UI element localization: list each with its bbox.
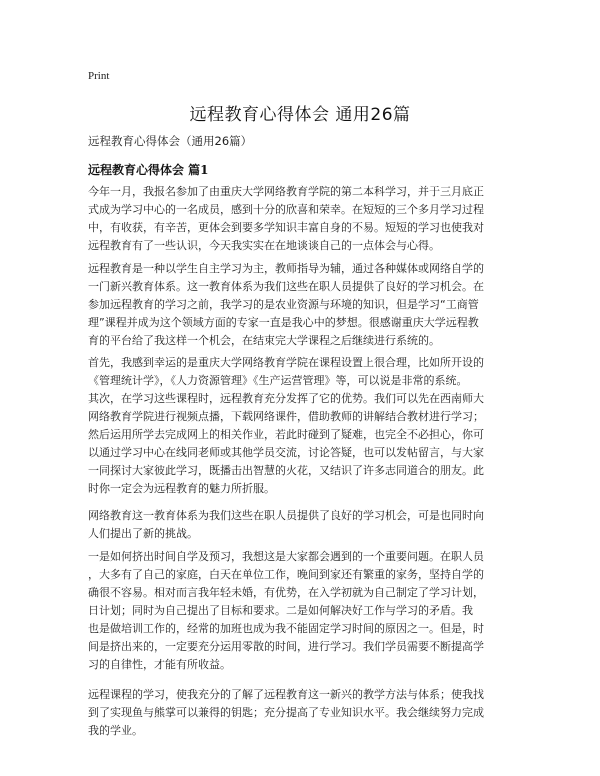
paragraph-line: 理”课程并成为这个领域方面的专家一直是我心中的梦想。很感谢重庆大学远程教 — [88, 316, 479, 329]
paragraph-line: 确很不容易。相对而言我年轻未婚，有优势，在入学初就为自己制定了学习计划， — [88, 586, 484, 599]
paragraph-3 — [88, 354, 512, 498]
paragraph-line: 其次，在学习这些课程时，远程教育充分发挥了它的优势。我们可以先在西南师大 — [88, 392, 484, 405]
paragraph-line: 间是挤出来的，一定要充分运用零散的时间，进行学习。我们学员需要不断提高学 — [88, 640, 484, 653]
paragraph-line: 式成为学习中心的一名成员，感到十分的欣喜和荣幸。在短短的三个多月学习过程 — [88, 203, 484, 216]
paragraph-line: 时你一定会为远程教育的魅力所折服。 — [88, 482, 275, 495]
paragraph-line: 远程教育是一种以学生自主学习为主，教师指导为辅，通过各种媒体或网络自学的 — [88, 262, 484, 275]
paragraph-line: 参加远程教育的学习之前，我学习的是农业资源与环境的知识，但是学习“工商管 — [88, 298, 479, 311]
paragraph-line: 以通过学习中心在线同老师或其他学员交流，讨论答疑，也可以发帖留言，与大家 — [88, 446, 484, 459]
paragraph-line: 《管理统计学》，《人力资源管理》《生产运营管理》等，可以说是非常的系统。 — [88, 374, 468, 387]
paragraph-line: 远程课程的学习，使我充分的了解了远程教育这一新兴的教学方法与体系；使我找 — [88, 688, 484, 701]
section-heading: 远程教育心得体会 篇1 — [88, 163, 209, 177]
paragraph-line: 人们提出了新的挑战。 — [88, 527, 198, 540]
document-title: 远程教育心得体会 通用26篇 — [189, 105, 411, 125]
paragraph-line: 一是如何挤出时间自学及预习，我想这是大家都会遇到的一个重要问题。在职人员 — [88, 550, 484, 563]
paragraph-6 — [88, 686, 512, 740]
document-subtitle: 远程教育心得体会（通用26篇） — [88, 134, 253, 148]
paragraph-line: 远程教育有了一些认识，今天我实实在在地谈谈自己的一点体会与心得。 — [88, 239, 440, 252]
paragraph-line: ，大多有了自己的家庭，白天在单位工作，晚间到家还有繁重的家务，坚持自学的 — [88, 568, 484, 581]
paragraph-1 — [88, 183, 512, 255]
paragraph-line: 到了实现鱼与熊掌可以兼得的钥匙；充分提高了专业知识水平。我会继续努力完成 — [88, 706, 484, 719]
paragraph-line: 网络教育学院进行视频点播，下载网络课件，借助教师的讲解结合教材进行学习； — [88, 410, 484, 423]
paragraph-line: 网络教育这一教育体系为我们这些在职人员提供了良好的学习机会，可是也同时向 — [88, 509, 484, 522]
paragraph-line: 日计划；同时为自己提出了目标和要求。二是如何解决好工作与学习的矛盾。我 — [88, 604, 473, 617]
paragraph-line: 首先，我感到幸运的是重庆大学网络教育学院在课程设置上很合理，比如所开设的 — [88, 356, 484, 369]
paragraph-4 — [88, 507, 512, 543]
paragraph-line: 我的学业。 — [88, 724, 143, 737]
paragraph-line: 习的自律性，才能有所收益。 — [88, 658, 231, 671]
paragraph-line: 也是做培训工作的，经常的加班也成为我不能固定学习时间的原因之一。但是，时 — [88, 622, 484, 635]
paragraph-line: 育的平台给了我这样一个机会，在结束完大学课程之后继续进行系统的。 — [88, 334, 440, 347]
print-label: Print — [88, 70, 110, 82]
paragraph-5 — [88, 548, 512, 674]
paragraph-line: 今年一月，我报名参加了由重庆大学网络教育学院的第二本科学习，并于三月底正 — [88, 185, 484, 198]
paragraph-line: 一门新兴教育体系。这一教育体系为我们这些在职人员提供了良好的学习机会。在 — [88, 280, 484, 293]
paragraph-2 — [88, 260, 512, 350]
paragraph-line: 一同探讨大家彼此学习，既播击出智慧的火花，又结识了许多志同道合的朋友。此 — [88, 464, 484, 477]
paragraph-line: 中，有收获，有辛苦，更体会到要多学知识丰富自身的不易。短短的学习也使我对 — [88, 221, 484, 234]
paragraph-line: 然后运用所学去完成网上的相关作业，若此时碰到了疑难，也完全不必担心，你可 — [88, 428, 484, 441]
